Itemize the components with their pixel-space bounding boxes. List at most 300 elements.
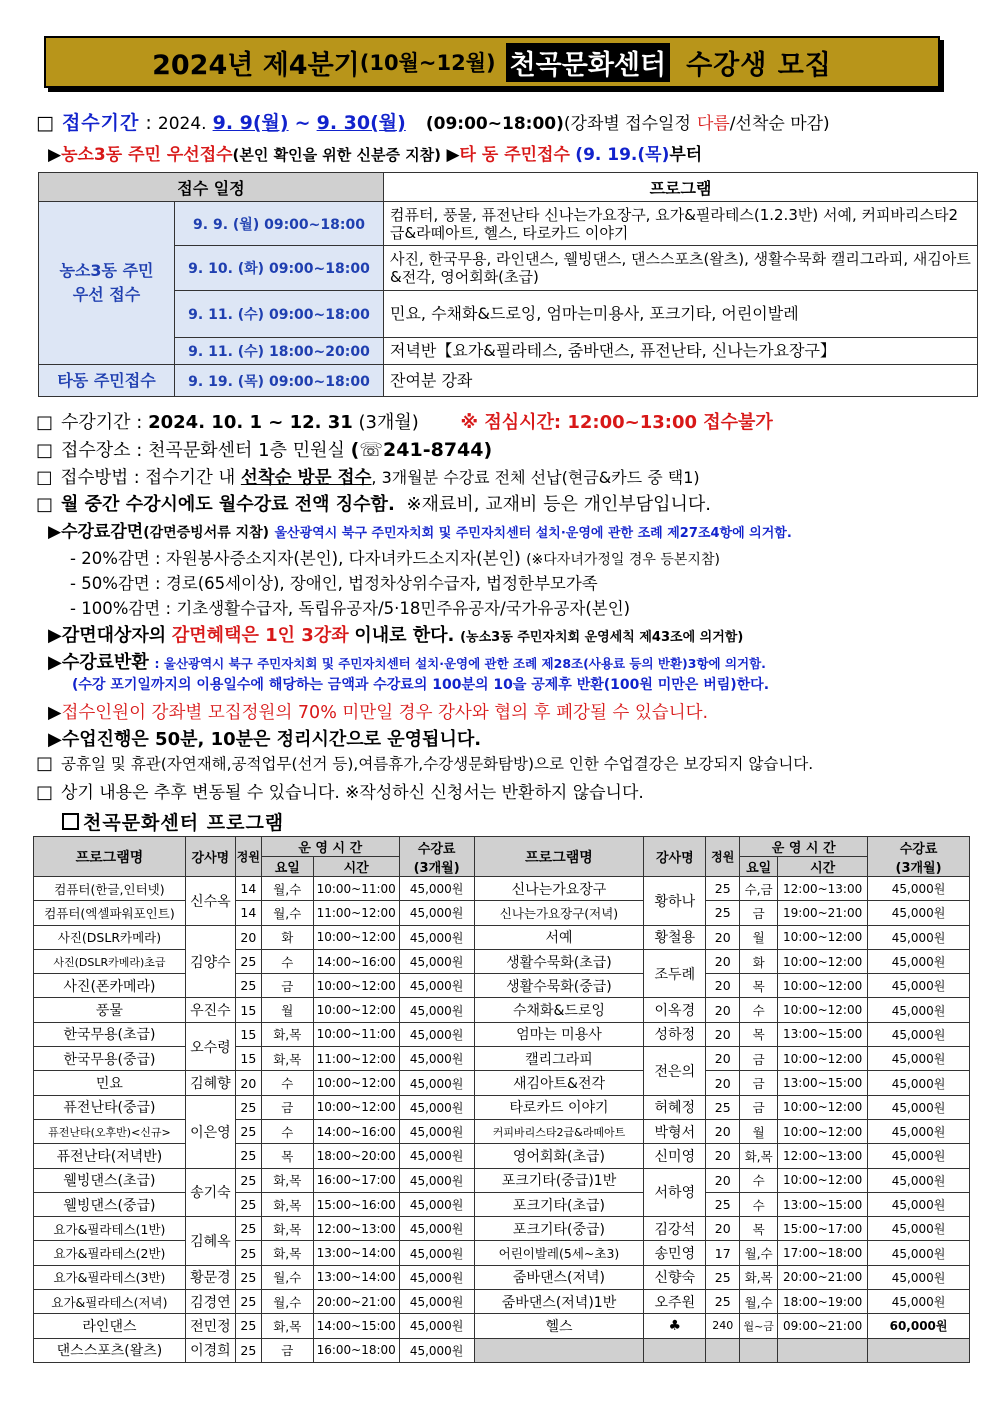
header-program-name: 프로그램명: [474, 837, 644, 877]
capacity: 15: [235, 1047, 261, 1071]
instructor-name: 서하영: [644, 1168, 706, 1217]
capacity: 25: [706, 1095, 740, 1119]
header-schedule: 운 영 시 간: [740, 837, 868, 857]
day: 화: [740, 949, 778, 973]
fee: 60,000원: [868, 1314, 970, 1338]
priority-red1: 농소3동 주민 우선접수: [61, 145, 233, 165]
holiday-text: 공휴일 및 휴관(자연재해,공적업무(선거 등),여름휴가,수강생문화탐방)으로 인한 수업결강은 보강되지 않습니다.: [61, 755, 814, 773]
time: 10:00~12:00: [778, 949, 868, 973]
change-line: [36, 778, 644, 803]
priority-blue2: (9. 19.(목): [575, 145, 670, 165]
capacity: 25: [706, 1192, 740, 1216]
capacity: 25: [235, 1095, 261, 1119]
day: 목: [740, 1217, 778, 1241]
fee: 45,000원: [399, 1338, 474, 1362]
fee: 45,000원: [399, 1071, 474, 1095]
program-name: 생활수묵화(중급): [474, 974, 644, 998]
program-name: 포크기타(중급)1반: [474, 1168, 644, 1192]
fee: 45,000원: [868, 1168, 970, 1192]
time: 13:00~15:00: [778, 1192, 868, 1216]
capacity: 20: [706, 1217, 740, 1241]
reception-label: 접수기간: [61, 112, 140, 134]
time: 14:00~16:00: [313, 949, 399, 973]
capacity: 25: [706, 877, 740, 901]
capacity: 20: [706, 1119, 740, 1143]
reception-hours: (09:00~18:00): [425, 114, 564, 134]
fee: 45,000원: [868, 901, 970, 925]
day: 화,목: [261, 1168, 313, 1192]
instructor-name: 황철용: [644, 925, 706, 949]
program-name: 라인댄스: [34, 1314, 186, 1338]
day: 월,수: [261, 1265, 313, 1289]
capacity: 25: [235, 1168, 261, 1192]
capacity: 25: [235, 1217, 261, 1241]
header-fee-sub: (3개월): [413, 860, 460, 876]
empty-cell: [474, 1338, 644, 1362]
header-fee-label: 수강료: [417, 841, 456, 857]
refund-detail-line: [72, 674, 769, 694]
capacity: 17: [706, 1241, 740, 1265]
day: 목: [261, 1144, 313, 1168]
capacity: 20: [706, 1168, 740, 1192]
time: 13:00~14:00: [313, 1265, 399, 1289]
day: 금: [261, 1095, 313, 1119]
change-text: 상기 내용은 추후 변동될 수 있습니다. ※작성하신 신청서는 반환하지 않습니다.: [61, 783, 644, 803]
priority-red2: 타 동 주민접수: [459, 145, 570, 165]
fee: 45,000원: [868, 1144, 970, 1168]
program-name: 줌바댄스(저녁)1반: [474, 1290, 644, 1314]
program-name: 포크기타(초급): [474, 1192, 644, 1216]
title-part1: 2024년 제4분기: [152, 49, 360, 81]
capacity: 20: [235, 925, 261, 949]
instructor-name: 김경연: [185, 1290, 235, 1314]
fee: 45,000원: [868, 998, 970, 1022]
day: 화,목: [261, 1192, 313, 1216]
day: 수: [261, 1071, 313, 1095]
checkbox-icon: □: [36, 782, 54, 803]
program-title-text: 천곡문화센터 프로그램: [83, 812, 285, 834]
discount-law: 울산광역시 북구 주민자치회 및 주민자치센터 설치·운영에 관한 조례 제27조4항에 의거함.: [274, 526, 792, 541]
header-capacity: 정원: [235, 837, 261, 877]
capacity: 20: [706, 1144, 740, 1168]
fee: 45,000원: [868, 974, 970, 998]
limit-red: 감면혜택은 1인 3강좌: [171, 625, 349, 646]
checkbox-icon: □: [36, 468, 53, 488]
table-row: [34, 1047, 970, 1071]
fee: 45,000원: [399, 974, 474, 998]
day: 금: [740, 1095, 778, 1119]
header-program-name: 프로그램명: [34, 837, 186, 877]
table-row: [34, 1241, 970, 1265]
capacity: 25: [235, 1338, 261, 1362]
time: 10:00~12:00: [778, 974, 868, 998]
instructor-name: 이은영: [185, 1095, 235, 1168]
day: 금: [740, 1071, 778, 1095]
arrow-icon: ▶: [48, 522, 62, 542]
fee: 45,000원: [399, 1290, 474, 1314]
schedule-date: 9. 11. (수) 09:00~18:00: [175, 291, 384, 338]
header-day: 요일: [740, 857, 778, 877]
day: 수: [261, 1119, 313, 1143]
day: 화: [261, 925, 313, 949]
time: 19:00~21:00: [778, 901, 868, 925]
instructor-name: 송민영: [644, 1241, 706, 1265]
reception-note-red: 다름: [696, 114, 730, 134]
d100-label: - 100%감면 :: [70, 599, 172, 618]
program-section-title: [62, 808, 284, 835]
fee: 45,000원: [399, 1022, 474, 1046]
instructor-name: 허혜정: [644, 1095, 706, 1119]
fee: 45,000원: [399, 1217, 474, 1241]
instructor-name: 우진수: [185, 998, 235, 1022]
fee: 45,000원: [868, 949, 970, 973]
fee: 45,000원: [399, 1095, 474, 1119]
time: 11:00~12:00: [313, 901, 399, 925]
discount-line: [48, 517, 792, 542]
midterm-note: ※재료비, 교재비 등은 개인부담입니다.: [406, 494, 712, 515]
table-row: [34, 1119, 970, 1143]
program-name: 한국무용(초급): [34, 1022, 186, 1046]
capacity: 20: [235, 1071, 261, 1095]
table-row: [34, 1217, 970, 1241]
priority-black2: 부터: [669, 145, 703, 165]
program-name: 사진(DSLR카메라): [34, 925, 186, 949]
header-fee: [868, 837, 970, 877]
program-name: 헬스: [474, 1314, 644, 1338]
day: 화,목: [261, 1314, 313, 1338]
capacity: 25: [235, 1290, 261, 1314]
title-part3: 수강생 모집: [686, 49, 832, 81]
time: 20:00~21:00: [778, 1265, 868, 1289]
program-name: 사진(폰카메라): [34, 974, 186, 998]
day: 월,수: [740, 1290, 778, 1314]
table-row: [34, 1022, 970, 1046]
time: 10:00~12:00: [313, 1095, 399, 1119]
refund-law: : 울산광역시 북구 주민자치회 및 주민자치센터 설치·운영에 관한 조례 제28조(사용료 등의 반환)3항에 의거함.: [154, 656, 766, 671]
day: 월~금: [740, 1314, 778, 1338]
instructor-name: 신향숙: [644, 1265, 706, 1289]
capacity: 25: [235, 1265, 261, 1289]
program-name: 커피바리스타2급&라떼아트: [474, 1119, 644, 1143]
schedule-programs: 컴퓨터, 풍물, 퓨전난타 신나는가요장구, 요가&필라테스(1.2.3반) 서예, 커피바리스타2급&라떼아트, 헬스, 타로카드 이야기: [384, 202, 978, 246]
d50-value: 경로(65세이상), 장애인, 법정차상위수급자, 법정한부모가족: [165, 574, 598, 593]
day: 화,목: [740, 1265, 778, 1289]
instructor-name: 성하정: [644, 1022, 706, 1046]
d50-line: [70, 570, 598, 594]
capacity: 25: [235, 1192, 261, 1216]
reception-year: 2024.: [157, 114, 207, 134]
capacity: 15: [235, 998, 261, 1022]
instructor-name: 김혜향: [185, 1071, 235, 1095]
program-name: 어린이발레(5세~초3): [474, 1241, 644, 1265]
fee: 45,000원: [868, 1047, 970, 1071]
program-name: 요가&필라테스(2반): [34, 1241, 186, 1265]
capacity: 20: [706, 1047, 740, 1071]
time: 14:00~16:00: [313, 1119, 399, 1143]
program-name: 컴퓨터(한글,인터넷): [34, 877, 186, 901]
method-b: , 3개월분 수강료 전체 선납(현금&카드 중 택1): [371, 468, 700, 487]
time: 16:00~17:00: [313, 1168, 399, 1192]
lunch-note: ※ 점심시간: 12:00~13:00 접수불가: [460, 412, 773, 433]
fee: 45,000원: [399, 1168, 474, 1192]
program-name: 요가&필라테스(3반): [34, 1265, 186, 1289]
d50-label: - 50%감면 :: [70, 574, 161, 593]
program-name: 캘리그라피: [474, 1047, 644, 1071]
table-row: [34, 974, 970, 998]
title-highlight: 천곡문화센터: [506, 43, 671, 82]
square-icon: [62, 813, 79, 830]
fee: 45,000원: [399, 1265, 474, 1289]
day: 월: [740, 1119, 778, 1143]
instructor-name: 이옥경: [644, 998, 706, 1022]
d20-line: [70, 545, 720, 569]
instructor-name: 오주원: [644, 1290, 706, 1314]
fee: 45,000원: [868, 1095, 970, 1119]
day: 화,목: [740, 1144, 778, 1168]
time: 20:00~21:00: [313, 1290, 399, 1314]
midterm-text: 월 중간 수강시에도 월수강료 전액 징수함.: [61, 494, 395, 515]
closure-text: 접수인원이 강좌별 모집정원의 70% 미만일 경우 강사와 협의 후 폐강될 수 있습니다.: [61, 703, 709, 723]
time: 14:00~15:00: [313, 1314, 399, 1338]
fee: 45,000원: [868, 1071, 970, 1095]
instructor-name: 오수령: [185, 1022, 235, 1071]
day: 수,금: [740, 877, 778, 901]
d20-label: - 20%감면 :: [70, 549, 161, 568]
schedule-group-other: 타동 주민접수: [39, 365, 175, 397]
d100-line: [70, 595, 630, 619]
program-name: 요가&필라테스(1반): [34, 1217, 186, 1241]
table-row: [34, 1144, 970, 1168]
midterm-line: [36, 490, 711, 516]
time: 12:00~13:00: [778, 1144, 868, 1168]
schedule-date: 9. 10. (화) 09:00~18:00: [175, 246, 384, 291]
program-name: 민요: [34, 1071, 186, 1095]
fee: 45,000원: [399, 949, 474, 973]
capacity: 20: [706, 925, 740, 949]
period-value: 2024. 10. 1 ~ 12. 31: [148, 412, 353, 433]
capacity: 25: [235, 974, 261, 998]
table-row: [34, 998, 970, 1022]
header-capacity: 정원: [706, 837, 740, 877]
fee: 45,000원: [399, 925, 474, 949]
capacity: 25: [235, 1241, 261, 1265]
place-line: □ 접수장소 : 천곡문화센터 1층 민원실 (☏241-8744): [36, 439, 493, 461]
day: 화,목: [261, 1217, 313, 1241]
schedule-programs: 사진, 한국무용, 라인댄스, 웰빙댄스, 댄스스포츠(왈츠), 생활수묵화 캘리그라피, 새김아트&전각, 영어회화(초급): [384, 246, 978, 291]
header-fee-label: 수강료: [899, 841, 938, 857]
capacity: 25: [706, 1265, 740, 1289]
table-row: [34, 1095, 970, 1119]
reception-note-a: (강좌별 접수일정: [563, 114, 691, 134]
arrow-icon: ▶: [48, 703, 62, 723]
table-row: [34, 1314, 970, 1338]
empty-cell: [706, 1338, 740, 1362]
time: 10:00~12:00: [313, 974, 399, 998]
time: 15:00~17:00: [778, 1217, 868, 1241]
schedule-date: 9. 9. (월) 09:00~18:00: [175, 202, 384, 246]
reception-start: 9. 9(월): [212, 112, 289, 134]
capacity: 240: [706, 1314, 740, 1338]
discount-label: 수강료감면: [61, 522, 144, 542]
capacity: 15: [235, 1022, 261, 1046]
fee: 45,000원: [868, 925, 970, 949]
checkbox-icon: □: [36, 440, 54, 461]
schedule-group-priority: [39, 202, 175, 365]
day: 수: [740, 1192, 778, 1216]
day: 금: [261, 974, 313, 998]
table-row: [34, 901, 970, 925]
instructor-name: 김혜옥: [185, 1217, 235, 1266]
schedule-group-label: 농소3동 주민 우선 접수: [59, 261, 154, 304]
time: 16:00~18:00: [313, 1338, 399, 1362]
capacity: 25: [706, 901, 740, 925]
table-row: [34, 1338, 970, 1362]
capacity: 20: [706, 1022, 740, 1046]
time: 10:00~12:00: [313, 1071, 399, 1095]
instructor-name: 이경희: [185, 1338, 235, 1362]
day: 월,수: [261, 1290, 313, 1314]
instructor-name: 전민정: [185, 1314, 235, 1338]
instructor-name: 조두례: [644, 949, 706, 998]
instructor-name: 황하나: [644, 877, 706, 926]
time: 11:00~12:00: [313, 1047, 399, 1071]
fee: 45,000원: [399, 1047, 474, 1071]
time: 10:00~12:00: [778, 1047, 868, 1071]
program-name: 웰빙댄스(중급): [34, 1192, 186, 1216]
header-schedule: 운 영 시 간: [261, 837, 399, 857]
header-fee-sub: (3개월): [895, 860, 942, 876]
time: 18:00~19:00: [778, 1290, 868, 1314]
classtime-text: 수업진행은 50분, 10분은 정리시간으로 운영됩니다.: [61, 729, 482, 750]
instructor-name: 김양수: [185, 925, 235, 998]
capacity: 14: [235, 901, 261, 925]
program-name: 줌바댄스(저녁): [474, 1265, 644, 1289]
day: 월: [261, 998, 313, 1022]
classtime-line: [48, 725, 481, 751]
instructor-name: 신미영: [644, 1144, 706, 1168]
checkbox-icon: □: [36, 753, 54, 774]
time: 12:00~13:00: [778, 877, 868, 901]
limit-note: (농소3동 주민자치회 운영세칙 제43조에 의거함): [460, 630, 744, 645]
place-label: 접수장소: [61, 440, 131, 461]
place-value: 천곡문화센터 1층 민원실: [148, 440, 345, 461]
d100-value: 기초생활수급자, 독립유공자/5·18민주유공자/국가유공자(본인): [176, 599, 631, 618]
program-name: 포크기타(중급): [474, 1217, 644, 1241]
fee: 45,000원: [868, 1217, 970, 1241]
program-name: 풍물: [34, 998, 186, 1022]
capacity: 25: [706, 1290, 740, 1314]
program-name: 댄스스포츠(왈츠): [34, 1338, 186, 1362]
schedule-programs: 민요, 수채화&드로잉, 엄마는미용사, 포크기타, 어린이발레: [384, 291, 978, 338]
program-name: 새김아트&전각: [474, 1071, 644, 1095]
instructor-name: 박형서: [644, 1119, 706, 1143]
closure-line: [48, 699, 708, 724]
time: 10:00~12:00: [778, 998, 868, 1022]
arrow-icon: ▶: [446, 145, 460, 165]
day: 월,수: [261, 901, 313, 925]
empty-cell: [868, 1338, 970, 1362]
fee: 45,000원: [868, 1192, 970, 1216]
day: 수: [740, 998, 778, 1022]
program-name: 수채화&드로잉: [474, 998, 644, 1022]
day: 금: [261, 1338, 313, 1362]
program-name: 서예: [474, 925, 644, 949]
table-row: [34, 1265, 970, 1289]
time: 10:00~12:00: [778, 1168, 868, 1192]
capacity: 25: [235, 949, 261, 973]
fee: 45,000원: [399, 1119, 474, 1143]
arrow-icon: ▶: [48, 652, 62, 673]
program-name: 퓨전난타(저녁반): [34, 1144, 186, 1168]
page-title: [44, 36, 940, 88]
day: 월,수: [740, 1241, 778, 1265]
table-row: [34, 877, 970, 901]
schedule-programs: 저녁반【요가&필라테스, 줌바댄스, 퓨전난타, 신나는가요장구】: [384, 338, 978, 365]
title-part2: (10월~12월): [359, 51, 496, 75]
time: 10:00~12:00: [778, 925, 868, 949]
arrow-icon: ▶: [48, 729, 62, 750]
phone-number: (☏241-8744): [350, 439, 493, 461]
time: 10:00~11:00: [313, 877, 399, 901]
reception-line: [36, 108, 830, 135]
empty-cell: [778, 1338, 868, 1362]
schedule-header-program: 프로그램: [384, 173, 978, 202]
header-time: 시간: [778, 857, 868, 877]
fee: 45,000원: [868, 1241, 970, 1265]
fee: 45,000원: [868, 1119, 970, 1143]
instructor-name: 황문경: [185, 1265, 235, 1289]
arrow-icon: ▶: [48, 145, 62, 165]
refund-detail: (수강 포기일까지의 이용일수에 해당하는 금액과 수강료의 100분의 10을 공제후 반환(100원 미만은 버림)한다.: [72, 677, 770, 693]
day: 금: [740, 901, 778, 925]
program-name: 요가&필라테스(저녁): [34, 1290, 186, 1314]
header-day: 요일: [261, 857, 313, 877]
header-instructor: 강사명: [185, 837, 235, 877]
capacity: 20: [706, 998, 740, 1022]
checkbox-icon: □: [36, 412, 54, 433]
capacity: 25: [235, 1119, 261, 1143]
table-row: [34, 1168, 970, 1192]
time: 18:00~20:00: [313, 1144, 399, 1168]
program-name: 퓨전난타(오후반)<신규>: [34, 1119, 186, 1143]
discount-doc: (감면증빙서류 지참): [143, 525, 270, 541]
d20-note: (※다자녀가정일 경우 등본지참): [526, 552, 720, 568]
program-name: 타로카드 이야기: [474, 1095, 644, 1119]
time: 09:00~21:00: [778, 1314, 868, 1338]
fee: 45,000원: [868, 1290, 970, 1314]
method-u: 선착순 방문 접수: [240, 468, 372, 488]
capacity: 25: [235, 1314, 261, 1338]
limit-b: 이내로 한다.: [354, 625, 455, 646]
instructor-name: 전은의: [644, 1047, 706, 1096]
arrow-icon: ▶: [48, 625, 62, 646]
day: 월: [740, 925, 778, 949]
fee: 45,000원: [399, 1192, 474, 1216]
time: 10:00~12:00: [313, 925, 399, 949]
program-name: 신나는가요장구(저녁): [474, 901, 644, 925]
schedule-programs: 잔여분 강좌: [384, 365, 978, 397]
program-name: 생활수묵화(초급): [474, 949, 644, 973]
day: 화,목: [261, 1022, 313, 1046]
day: 수: [740, 1168, 778, 1192]
schedule-table: [38, 172, 978, 397]
time: 10:00~11:00: [313, 1022, 399, 1046]
schedule-date: 9. 11. (수) 18:00~20:00: [175, 338, 384, 365]
program-table: [33, 836, 970, 1363]
time: 13:00~14:00: [313, 1241, 399, 1265]
header-fee: [399, 837, 474, 877]
table-row: [34, 949, 970, 973]
